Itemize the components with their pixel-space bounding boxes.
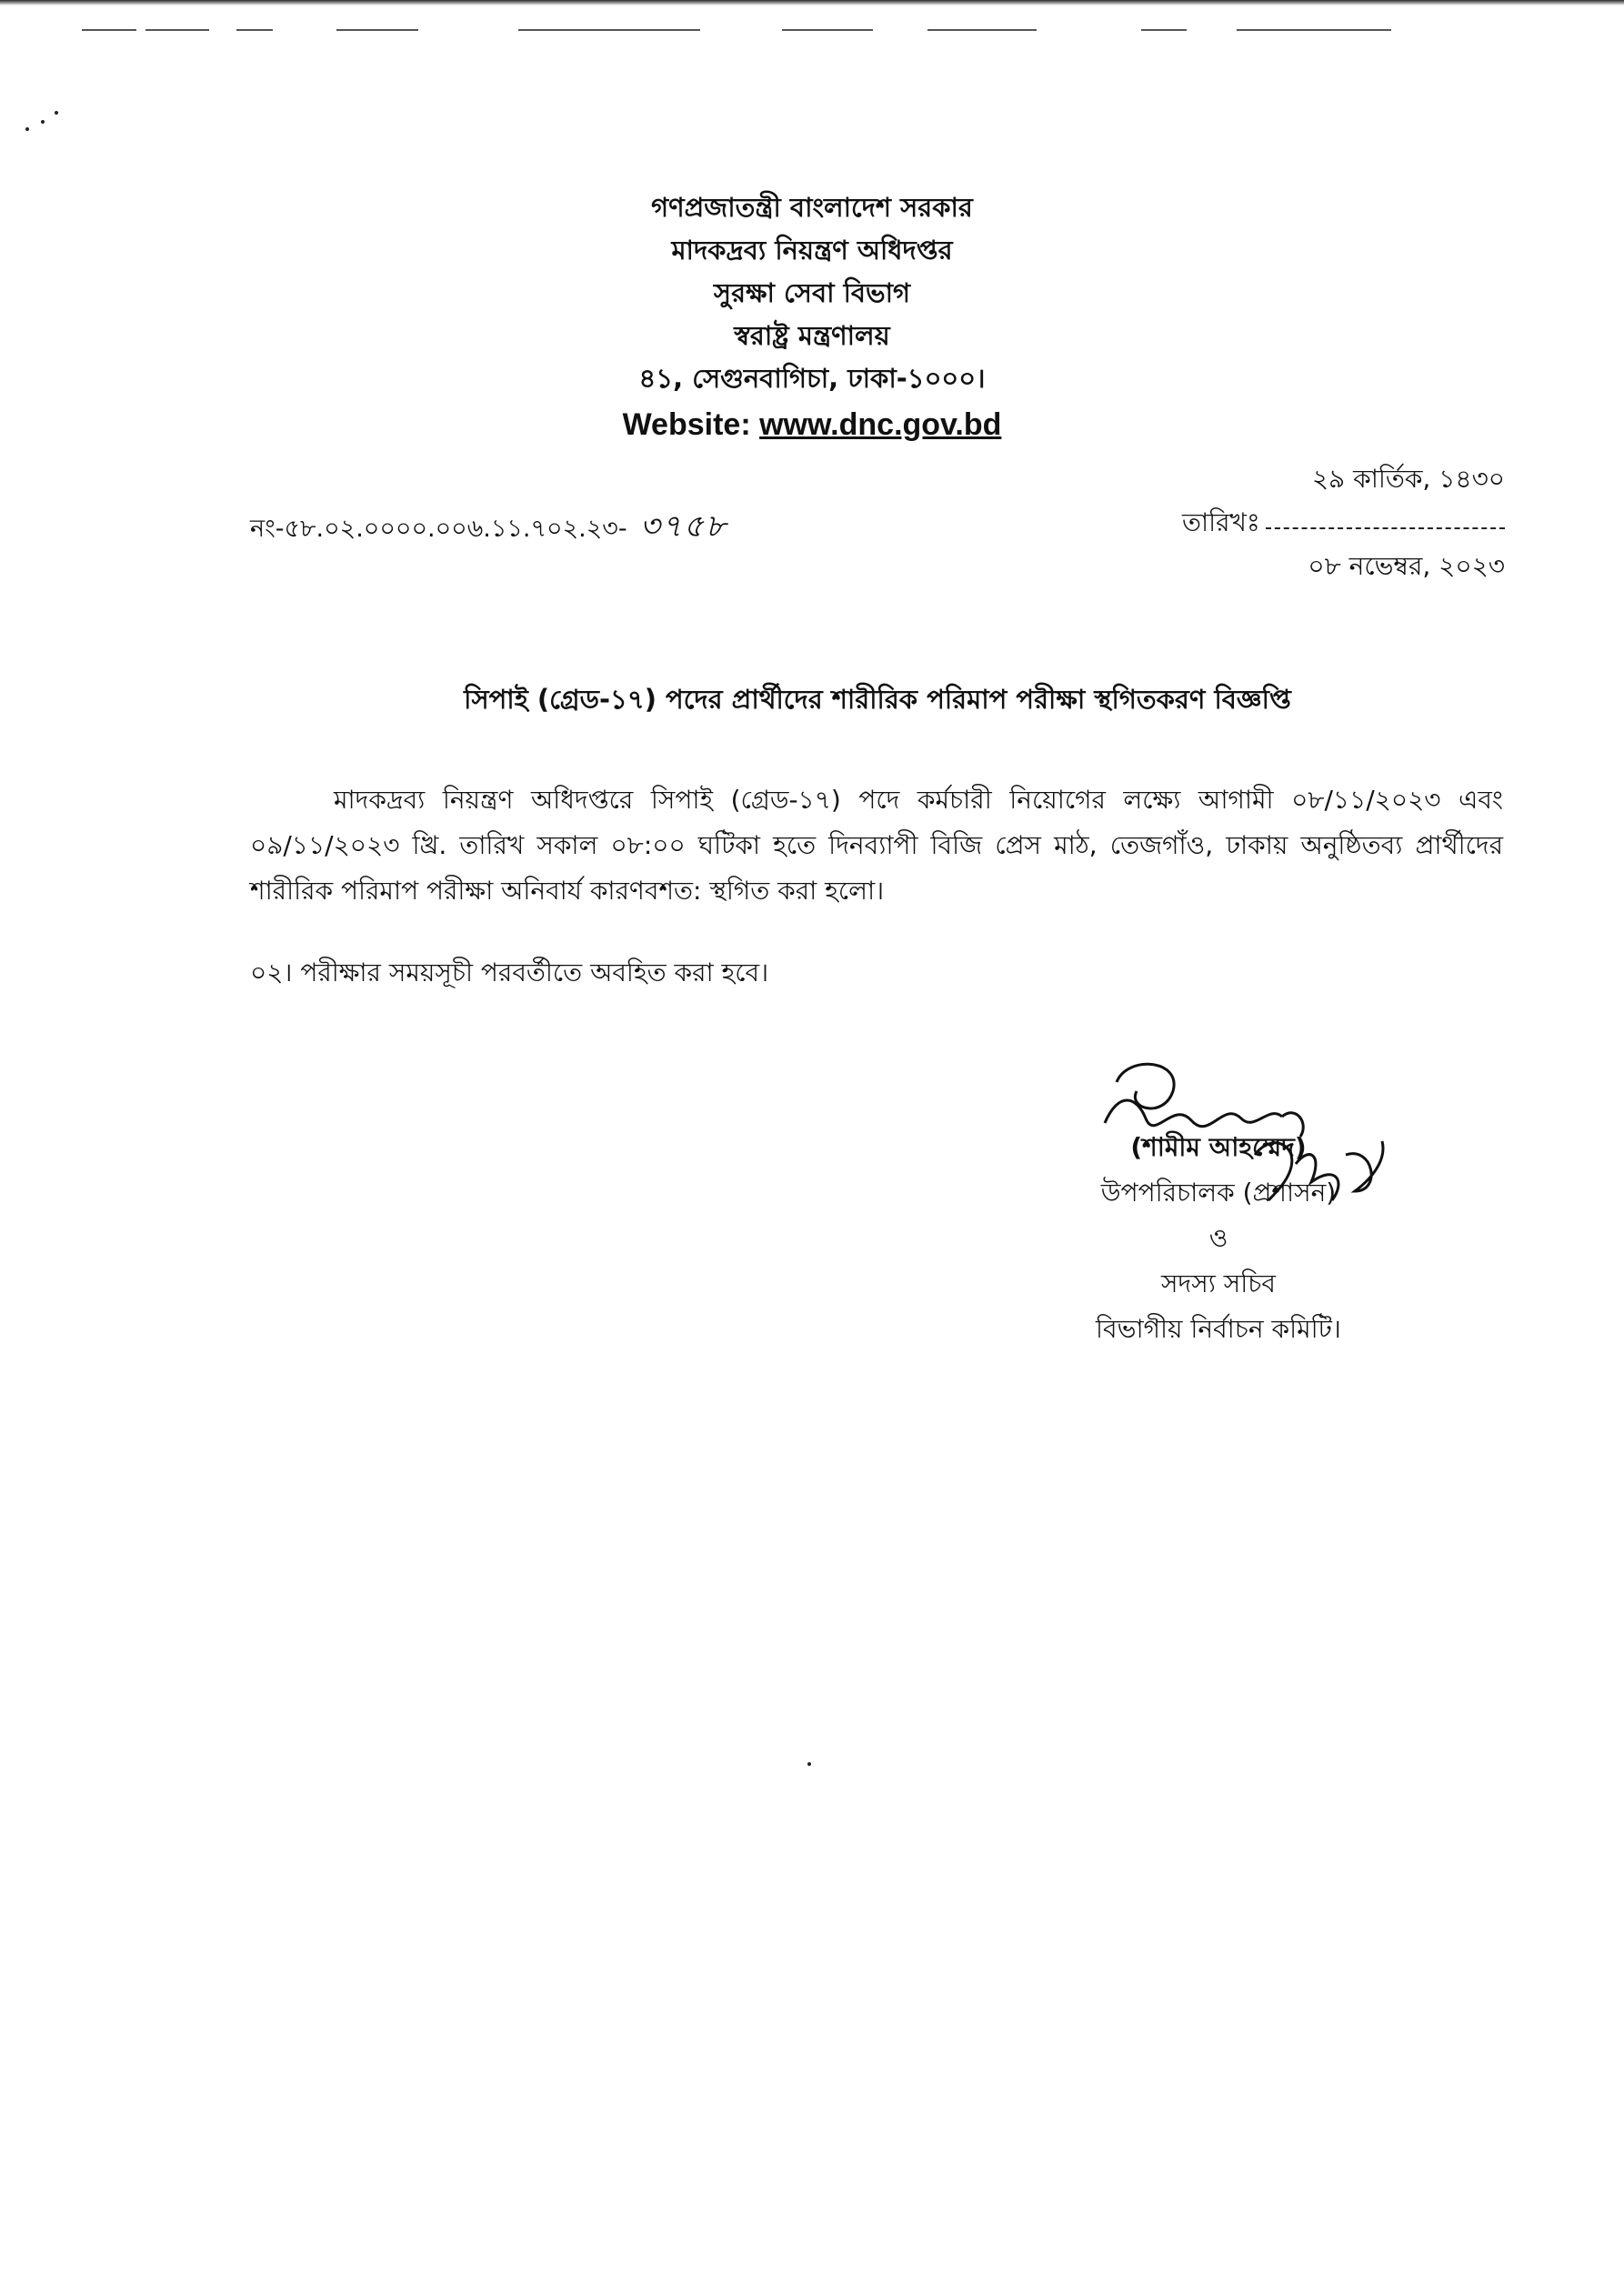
date-block <box>1182 457 1505 588</box>
division-name: সুরক্ষা সেবা বিভাগ <box>713 277 911 308</box>
notice-title: সিপাই (গ্রেড-১৭) পদের প্রার্থীদের শারীরিক পরিমাপ পরীক্ষা স্থগিতকরণ বিজ্ঞপ্তি <box>464 684 1291 715</box>
date-label: তারিখঃ <box>1182 507 1260 537</box>
department-name: মাদকদ্রব্য নিয়ন্ত্রণ অধিদপ্তর <box>671 235 953 266</box>
scan-artifact-line <box>1141 29 1187 31</box>
scan-speck <box>807 1762 811 1766</box>
scan-artifact-line <box>927 29 1037 31</box>
signatory-role: সদস্য সচিব <box>1161 1268 1276 1298</box>
date-dotted-line <box>1266 526 1505 529</box>
website-line <box>539 400 1085 449</box>
scan-artifact-line <box>145 29 209 31</box>
website-link[interactable]: www.dnc.gov.bd <box>759 407 1002 442</box>
government-name: গণপ্রজাতন্ত্রী বাংলাদেশ সরকার <box>651 192 973 223</box>
signatory-committee: বিভাগীয় নির্বাচন কমিটি। <box>1096 1314 1341 1344</box>
website-label: Website: <box>622 407 760 442</box>
signature-block <box>1055 1125 1382 1352</box>
scan-speck <box>25 127 29 131</box>
scan-speck <box>55 111 58 115</box>
scan-artifact-line <box>782 29 873 31</box>
ministry-name: স্বরাষ্ট্র মন্ত্রণালয় <box>734 320 890 351</box>
bangla-date: ২৯ কার্তিক, ১৪৩০ <box>1311 464 1505 494</box>
notice-paragraph-1: মাদকদ্রব্য নিয়ন্ত্রণ অধিদপ্তরে সিপাই (গ্রেড-১৭) পদে কর্মচারী নিয়োগের লক্ষ্যে আগামী ০৮/১১/২০২৩ এবং ০৯/১১/২০২৩ খ্রি. তারিখ সকাল ০৮:০০ ঘটিকা হতে দিনব্যাপী বিজি প্রেস মাঠ, তেজগাঁও, ঢাকায় অনুষ্ঠিতব্য প্রার্থীদের শারীরিক পরিমাপ পরীক্ষা অনিবার্য কারণবশত: স্থগিত করা হলো। <box>250 785 1503 906</box>
office-address: ৪১, সেগুনবাগিচা, ঢাকা-১০০০। <box>638 363 986 394</box>
scan-artifact-line <box>336 29 418 31</box>
scan-artifact-line <box>518 29 700 31</box>
scan-speck <box>41 120 45 124</box>
memo-number <box>250 503 727 555</box>
scan-artifact-line <box>236 29 273 31</box>
signatory-conjunction: ও <box>1208 1223 1228 1253</box>
english-date: ০৮ নভেম্বর, ২০২৩ <box>1308 551 1505 581</box>
handwritten-serial: ৩৭৫৮ <box>639 508 727 545</box>
signatory-name: (শামীম আহম্মেদ) <box>1130 1132 1307 1162</box>
scan-artifact-line <box>82 29 136 31</box>
letterhead <box>539 186 1085 449</box>
notice-paragraph-2: ০২। পরীক্ষার সময়সূচী পরবর্তীতে অবহিত করা হবে। <box>250 958 769 988</box>
scan-edge <box>0 0 1624 5</box>
memo-number-text: নং-৫৮.০২.০০০০.০০৬.১১.৭০২.২৩- <box>250 515 627 543</box>
signatory-designation: উপপরিচালক (প্রশাসন) <box>1100 1178 1337 1208</box>
scan-artifact-line <box>1237 29 1391 31</box>
date-label-row <box>1182 501 1505 545</box>
